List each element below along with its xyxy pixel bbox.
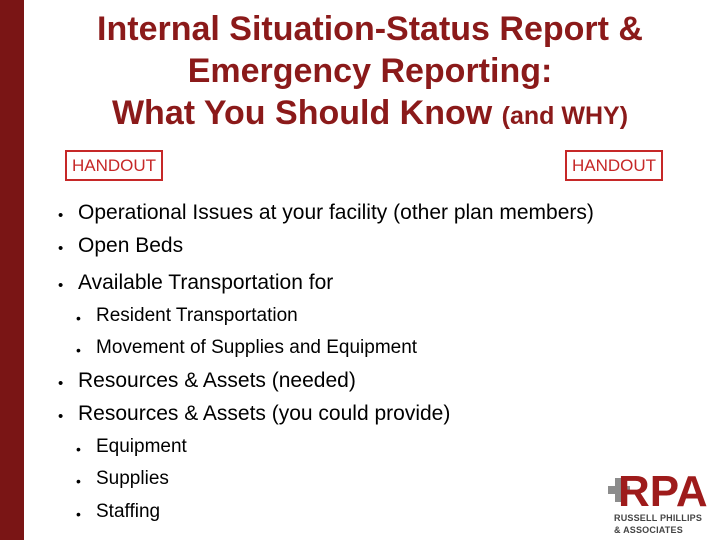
slide-title — [30, 8, 710, 137]
bullet-dot: • — [58, 207, 64, 224]
logo-caption-line-1: RUSSELL PHILLIPS — [614, 513, 703, 523]
bullet-dot: • — [58, 240, 64, 257]
bullet-dot: • — [58, 277, 64, 294]
title-line-2: Emergency Reporting: — [187, 52, 553, 90]
bullet-item — [58, 200, 594, 226]
bullet-item — [58, 270, 333, 296]
sub-bullet-item — [76, 336, 417, 360]
bullet-text: Supplies — [96, 468, 169, 489]
bullet-text: Available Transportation for — [78, 271, 334, 294]
bullet-item — [58, 368, 356, 394]
title-suffix: (and WHY) — [501, 102, 629, 130]
sub-bullet-item — [76, 467, 169, 491]
sub-bullet-item — [76, 304, 298, 328]
bullet-dot: • — [76, 342, 81, 358]
left-accent-bar — [0, 0, 24, 540]
handout-label-left: HANDOUT — [65, 150, 163, 181]
title-line-3: What You Should Know — [111, 94, 493, 132]
bullet-dot: • — [76, 506, 81, 522]
bullet-text: Staffing — [96, 501, 161, 522]
sub-bullet-item — [76, 435, 187, 459]
bullet-text: Resources & Assets (needed) — [78, 369, 356, 392]
handout-label-right: HANDOUT — [565, 150, 663, 181]
bullet-dot: • — [58, 408, 64, 425]
bullet-dot: • — [76, 441, 81, 457]
sub-bullet-item — [76, 500, 160, 524]
bullet-text: Movement of Supplies and Equipment — [96, 337, 418, 358]
bullet-text: Resources & Assets (you could provide) — [78, 402, 451, 425]
title-line-1: Internal Situation-Status Report & — [97, 10, 643, 48]
bullet-item — [58, 401, 450, 427]
bullet-text: Open Beds — [78, 234, 184, 257]
bullet-dot: • — [76, 473, 81, 489]
bullet-item — [58, 233, 183, 259]
bullet-text: Resident Transportation — [96, 305, 298, 326]
logo-letters: RPA — [618, 467, 708, 516]
bullet-dot: • — [76, 310, 81, 326]
logo-caption-line-2: & ASSOCIATES — [614, 525, 683, 535]
bullet-text: Equipment — [96, 436, 187, 457]
bullet-text: Operational Issues at your facility (other plan members) — [78, 201, 594, 224]
bullet-dot: • — [58, 375, 64, 392]
